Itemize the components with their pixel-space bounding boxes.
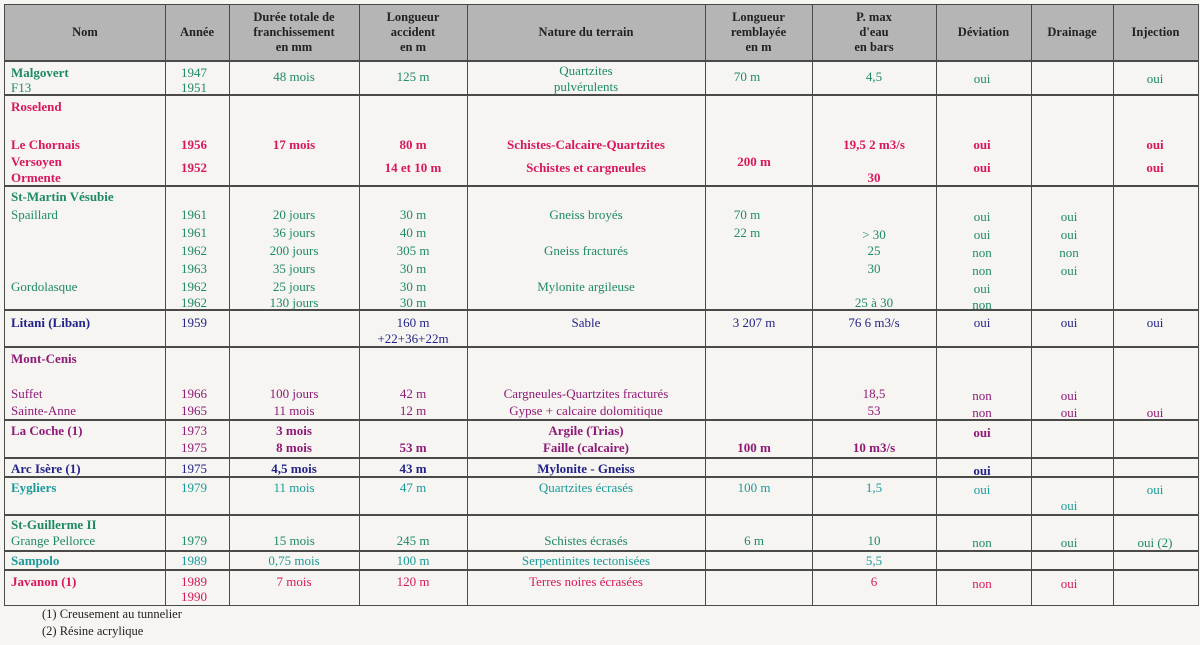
header-duree-line: Durée totale de — [253, 10, 335, 24]
cell-drainage: oui — [1060, 535, 1078, 550]
cell-annee: 1965 — [181, 403, 207, 418]
header-nature: Nature du terrain — [538, 25, 634, 39]
cell-annee: 1979 — [181, 480, 207, 495]
header-annee: Année — [179, 25, 215, 39]
cell-pmax: 19,5 2 m3/s — [843, 137, 905, 152]
cell-nature: Schistes-Calcaire-Quartzites — [507, 137, 665, 152]
cell-drainage: oui — [1060, 388, 1078, 403]
cell-nom: Ormente — [11, 170, 61, 185]
header-duree-line: en mm — [275, 40, 313, 54]
cell-duree: 200 jours — [269, 243, 319, 258]
cell-longueur: 47 m — [399, 480, 427, 495]
cell-deviation: oui — [973, 209, 991, 224]
header-deviation: Déviation — [957, 25, 1010, 39]
cell-nom: Le Chornais — [11, 137, 80, 152]
cell-nom: F13 — [11, 80, 32, 95]
header-pmax-line: d'eau — [859, 25, 889, 39]
cell-nature: Cargneules-Quartzites fracturés — [503, 386, 669, 401]
cell-deviation: non — [972, 263, 992, 278]
header-duree-line: franchissement — [253, 25, 335, 39]
cell-duree: 20 jours — [272, 207, 316, 222]
cell-duree: 36 jours — [272, 225, 316, 240]
cell-deviation: oui — [973, 160, 991, 175]
cell-nom: Versoyen — [11, 154, 62, 169]
header-longueur-line: en m — [399, 40, 427, 54]
cell-duree: 8 mois — [276, 440, 312, 455]
row-divider — [5, 457, 1198, 459]
cell-remblayee: 70 m — [733, 207, 761, 222]
cell-nom: Eygliers — [11, 480, 57, 495]
cell-longueur: 160 m — [396, 315, 430, 330]
cell-longueur: 80 m — [399, 137, 427, 152]
cell-nature: Gneiss broyés — [549, 207, 623, 222]
cell-nature: Schistes écrasés — [544, 533, 628, 548]
cell-annee: 1990 — [181, 589, 207, 604]
header-longueur-line: accident — [390, 25, 436, 39]
cell-annee: 1959 — [181, 315, 207, 330]
cell-duree: 130 jours — [269, 295, 319, 310]
row-divider — [5, 514, 1198, 516]
cell-drainage: oui — [1060, 576, 1078, 591]
cell-deviation: oui — [973, 425, 991, 440]
cell-remblayee: 22 m — [733, 225, 761, 240]
cell-remblayee: 100 m — [737, 440, 771, 455]
cell-deviation: non — [972, 405, 992, 420]
cell-longueur: 43 m — [399, 461, 427, 476]
cell-annee: 1963 — [181, 261, 207, 276]
cell-deviation: non — [972, 245, 992, 260]
cell-deviation: oui — [973, 227, 991, 242]
cell-longueur: 305 m — [396, 243, 430, 258]
cell-longueur: 40 m — [399, 225, 427, 240]
cell-longueur: 14 et 10 m — [384, 160, 442, 175]
cell-pmax: 76 6 m3/s — [848, 315, 900, 330]
cell-annee: 1956 — [181, 137, 207, 152]
cell-nom: Sampolo — [11, 553, 60, 568]
cell-nom: Gordolasque — [11, 279, 78, 294]
cell-injection: oui — [1146, 137, 1164, 152]
cell-deviation: oui — [973, 71, 991, 86]
cell-annee: 1961 — [181, 225, 207, 240]
cell-injection: oui — [1146, 405, 1164, 420]
cell-annee: 1989 — [181, 553, 207, 568]
cell-duree: 35 jours — [272, 261, 316, 276]
header-longueur-accident — [359, 5, 467, 60]
footnote: (2) Résine acrylique — [42, 624, 144, 638]
cell-drainage: oui — [1060, 405, 1078, 420]
cell-drainage: oui — [1060, 315, 1078, 330]
cell-annee: 1947 — [181, 65, 207, 80]
cell-pmax: 1,5 — [865, 480, 883, 495]
cell-drainage: oui — [1060, 209, 1078, 224]
cell-pmax: 53 — [867, 403, 881, 418]
cell-nom: Sainte-Anne — [11, 403, 76, 418]
header-injection: Injection — [1131, 25, 1180, 39]
cell-pmax: 10 m3/s — [852, 440, 896, 455]
cell-nature: Quartzites écrasés — [538, 480, 634, 495]
cell-deviation: oui — [973, 281, 991, 296]
cell-pmax: 30 — [867, 170, 881, 185]
cell-deviation: oui — [973, 315, 991, 330]
cell-longueur: 30 m — [399, 279, 427, 294]
cell-longueur: 245 m — [396, 533, 430, 548]
cell-remblayee: 200 m — [737, 154, 771, 169]
cell-annee: 1973 — [181, 423, 207, 438]
cell-deviation: non — [972, 388, 992, 403]
cell-group: Mont-Cenis — [11, 351, 77, 366]
cell-nature: Serpentinites tectonisées — [521, 553, 651, 568]
cell-nom: Malgovert — [11, 65, 69, 80]
cell-group: St-Martin Vésubie — [11, 189, 114, 204]
cell-drainage: oui — [1060, 227, 1078, 242]
cell-nature: pulvérulents — [553, 79, 619, 94]
header-pmax-line: en bars — [854, 40, 894, 54]
cell-nature: Sable — [571, 315, 601, 330]
cell-annee: 1975 — [181, 440, 207, 455]
cell-duree: 7 mois — [276, 574, 312, 589]
cell-longueur: 125 m — [396, 69, 430, 84]
cell-nom: Suffet — [11, 386, 43, 401]
cell-duree: 17 mois — [272, 137, 316, 152]
cell-longueur: 100 m — [396, 553, 430, 568]
cell-longueur: 30 m — [399, 295, 427, 310]
cell-deviation: oui — [973, 137, 991, 152]
cell-nature: Mylonite argileuse — [537, 279, 635, 294]
cell-duree: 25 jours — [272, 279, 316, 294]
cell-drainage: non — [1059, 245, 1079, 260]
header-nom: Nom — [72, 25, 98, 39]
cell-remblayee: 100 m — [737, 480, 771, 495]
cell-nature: Schistes et cargneules — [526, 160, 646, 175]
cell-injection: oui — [1146, 160, 1164, 175]
cell-pmax: 4,5 — [865, 69, 883, 84]
cell-annee: 1989 — [181, 574, 207, 589]
cell-longueur: 30 m — [399, 261, 427, 276]
cell-longueur: 30 m — [399, 207, 427, 222]
header-remblayee-line: Longueur — [732, 10, 785, 24]
cell-pmax: 25 — [867, 243, 881, 258]
row-divider — [5, 569, 1198, 571]
cell-annee: 1966 — [181, 386, 207, 401]
cell-nature: Faille (calcaire) — [542, 440, 630, 455]
cell-annee: 1962 — [181, 295, 207, 310]
cell-pmax: 18,5 — [862, 386, 886, 401]
cell-duree: 0,75 mois — [268, 553, 320, 568]
cell-duree: 11 mois — [273, 403, 315, 418]
cell-remblayee: 6 m — [744, 533, 764, 548]
cell-nom: Javanon (1) — [11, 574, 77, 589]
data-table — [4, 4, 1199, 606]
cell-nature: Terres noires écrasées — [529, 574, 643, 589]
cell-nom: Spaillard — [11, 207, 58, 222]
cell-longueur: +22+36+22m — [377, 331, 449, 346]
cell-remblayee: 3 207 m — [732, 315, 776, 330]
cell-pmax: 30 — [867, 261, 881, 276]
row-divider — [5, 346, 1198, 348]
cell-nom: Litani (Liban) — [11, 315, 91, 330]
cell-deviation: oui — [973, 463, 991, 478]
cell-annee: 1952 — [181, 160, 207, 175]
cell-pmax: 10 — [867, 533, 881, 548]
header-longueur-line: Longueur — [386, 10, 440, 24]
row-divider — [5, 185, 1198, 187]
cell-annee: 1951 — [181, 80, 207, 95]
cell-remblayee: 70 m — [733, 69, 761, 84]
cell-deviation: non — [972, 297, 992, 312]
cell-duree: 100 jours — [269, 386, 319, 401]
cell-annee: 1962 — [181, 279, 207, 294]
cell-deviation: non — [972, 576, 992, 591]
header-remblayee-line: remblayée — [730, 25, 787, 39]
cell-drainage: oui — [1060, 263, 1078, 278]
cell-duree: 11 mois — [273, 480, 315, 495]
header-longueur-remblayee — [705, 5, 812, 60]
cell-pmax: 6 — [870, 574, 878, 589]
cell-injection: oui — [1146, 71, 1164, 86]
header-remblayee-line: en m — [745, 40, 772, 54]
cell-longueur: 42 m — [399, 386, 427, 401]
cell-nature: Gneiss fracturés — [543, 243, 629, 258]
cell-pmax: 5,5 — [865, 553, 883, 568]
cell-injection: oui (2) — [1137, 535, 1173, 550]
footnote: (1) Creusement au tunnelier — [42, 607, 182, 621]
cell-nature: Quartzites — [559, 63, 613, 78]
cell-nature: Mylonite - Gneiss — [537, 461, 635, 476]
cell-injection: oui — [1146, 482, 1164, 497]
cell-deviation: oui — [973, 482, 991, 497]
cell-group: Roselend — [11, 99, 62, 114]
cell-drainage: oui — [1060, 498, 1078, 513]
header-pmax — [812, 5, 936, 60]
header-pmax-line: P. max — [856, 10, 892, 24]
header-drainage: Drainage — [1047, 25, 1097, 39]
cell-longueur: 53 m — [399, 440, 427, 455]
cell-pmax: > 30 — [862, 227, 886, 242]
cell-nom: La Coche (1) — [11, 423, 83, 438]
cell-annee: 1961 — [181, 207, 207, 222]
cell-nom: Arc Isère (1) — [11, 461, 81, 476]
cell-annee: 1975 — [181, 461, 207, 476]
cell-longueur: 12 m — [399, 403, 427, 418]
cell-duree: 4,5 mois — [271, 461, 317, 476]
cell-nom: Grange Pellorce — [11, 533, 96, 548]
cell-nom: St-Guillerme II — [11, 517, 97, 532]
cell-nature: Argile (Trias) — [548, 423, 624, 438]
cell-duree: 3 mois — [276, 423, 312, 438]
cell-longueur: 120 m — [396, 574, 430, 589]
cell-deviation: non — [972, 535, 992, 550]
cell-annee: 1979 — [181, 533, 207, 548]
cell-nature: Gypse + calcaire dolomitique — [509, 403, 663, 418]
cell-duree: 15 mois — [273, 533, 315, 548]
cell-annee: 1962 — [181, 243, 207, 258]
header-duree — [229, 5, 359, 60]
row-divider — [5, 419, 1198, 421]
cell-duree: 48 mois — [273, 69, 315, 84]
cell-injection: oui — [1146, 315, 1164, 330]
cell-pmax: 25 à 30 — [854, 295, 894, 310]
